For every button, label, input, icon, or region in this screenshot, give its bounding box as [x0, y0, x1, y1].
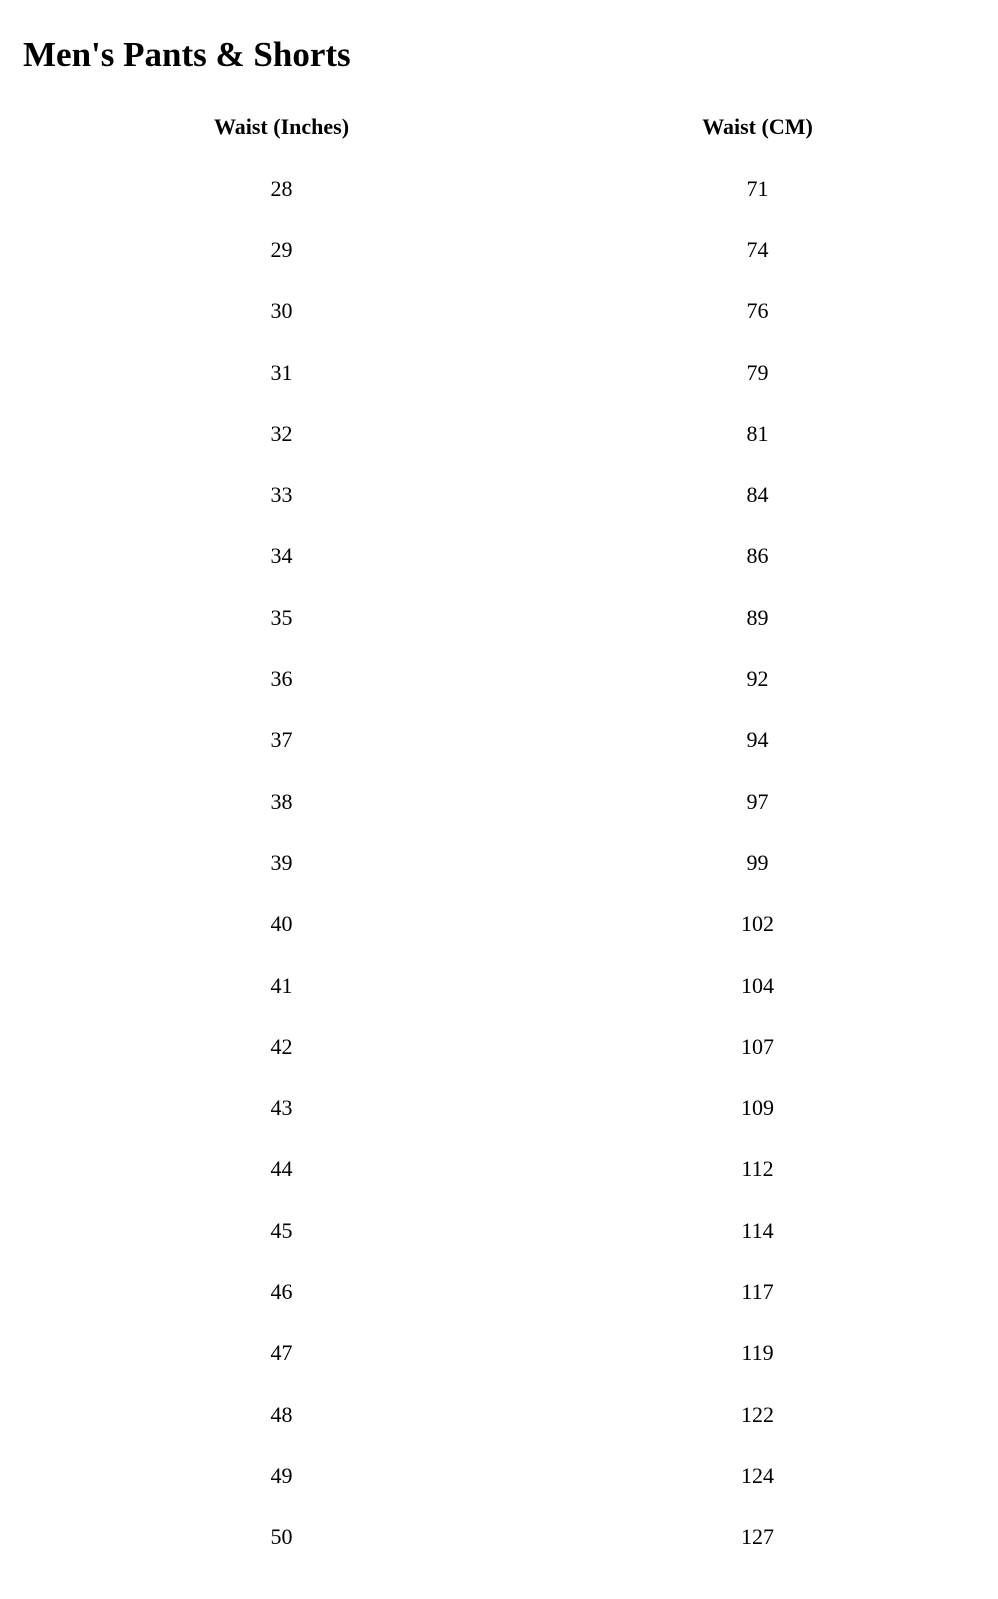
- table-row: [23, 1200, 975, 1261]
- waist-inches-cell: 34: [270, 543, 293, 569]
- waist-cm-cell: 81: [746, 420, 769, 446]
- table-row: [23, 1507, 975, 1568]
- waist-cm-cell: 74: [746, 236, 769, 262]
- table-row: [23, 281, 975, 342]
- waist-inches-cell: 40: [270, 911, 293, 937]
- table-row: [23, 1261, 975, 1322]
- waist-cm-cell: 122: [741, 1401, 774, 1427]
- waist-cm-cell: 102: [741, 911, 774, 937]
- table-row: [23, 1077, 975, 1138]
- waist-inches-cell: 30: [270, 298, 293, 324]
- waist-inches-cell: 47: [270, 1340, 293, 1366]
- waist-cm-cell: 97: [746, 788, 769, 814]
- waist-inches-cell: 41: [270, 972, 293, 998]
- table-row: [23, 1384, 975, 1445]
- table-row: [23, 955, 975, 1016]
- waist-inches-cell: 38: [270, 788, 293, 814]
- table-row: [23, 1445, 975, 1506]
- table-row: [23, 710, 975, 771]
- table-row: [23, 832, 975, 893]
- page-title: Men's Pants & Shorts: [23, 35, 351, 74]
- waist-cm-cell: 84: [746, 482, 769, 508]
- waist-inches-cell: 36: [270, 666, 293, 692]
- table-row: [23, 648, 975, 709]
- waist-inches-cell: 35: [270, 604, 293, 630]
- waist-inches-cell: 31: [270, 359, 293, 385]
- waist-cm-cell: 86: [746, 543, 769, 569]
- waist-inches-cell: 45: [270, 1217, 293, 1243]
- table-row: [23, 158, 975, 219]
- waist-cm-cell: 117: [741, 1278, 774, 1304]
- waist-cm-cell: 119: [741, 1340, 774, 1366]
- table-row: [23, 219, 975, 280]
- waist-inches-cell: 33: [270, 482, 293, 508]
- waist-inches-cell: 44: [270, 1156, 293, 1182]
- waist-cm-cell: 127: [741, 1524, 774, 1550]
- waist-inches-cell: 28: [270, 175, 293, 201]
- waist-cm-cell: 71: [746, 175, 769, 201]
- table-row: [23, 403, 975, 464]
- header-row: [23, 96, 975, 158]
- waist-cm-cell: 89: [746, 604, 769, 630]
- waist-cm-cell: 92: [746, 666, 769, 692]
- waist-inches-cell: 46: [270, 1278, 293, 1304]
- size-table-body: [23, 158, 975, 1568]
- waist-cm-cell: 107: [741, 1033, 774, 1059]
- table-row: [23, 771, 975, 832]
- waist-cm-cell: 79: [746, 359, 769, 385]
- size-table: [23, 96, 975, 1568]
- waist-cm-cell: 99: [746, 849, 769, 875]
- table-row: [23, 1139, 975, 1200]
- waist-inches-cell: 39: [270, 849, 293, 875]
- waist-cm-cell: 112: [741, 1156, 774, 1182]
- waist-cm-cell: 94: [746, 727, 769, 753]
- waist-inches-cell: 42: [270, 1033, 293, 1059]
- waist-inches-cell: 50: [270, 1524, 293, 1550]
- waist-cm-cell: 104: [741, 972, 774, 998]
- waist-inches-cell: 29: [270, 236, 293, 262]
- waist-inches-cell: 48: [270, 1401, 293, 1427]
- table-row: [23, 342, 975, 403]
- table-row: [23, 1016, 975, 1077]
- table-row: [23, 587, 975, 648]
- waist-inches-cell: 49: [270, 1462, 293, 1488]
- header-waist-inches: Waist (Inches): [213, 114, 350, 139]
- waist-cm-cell: 109: [741, 1095, 774, 1121]
- table-row: [23, 526, 975, 587]
- waist-inches-cell: 43: [270, 1095, 293, 1121]
- table-row: [23, 1323, 975, 1384]
- waist-cm-cell: 76: [746, 298, 769, 324]
- waist-inches-cell: 37: [270, 727, 293, 753]
- header-waist-cm: Waist (CM): [702, 114, 813, 139]
- waist-inches-cell: 32: [270, 420, 293, 446]
- table-row: [23, 464, 975, 525]
- table-row: [23, 894, 975, 955]
- waist-cm-cell: 114: [741, 1217, 774, 1243]
- waist-cm-cell: 124: [741, 1462, 774, 1488]
